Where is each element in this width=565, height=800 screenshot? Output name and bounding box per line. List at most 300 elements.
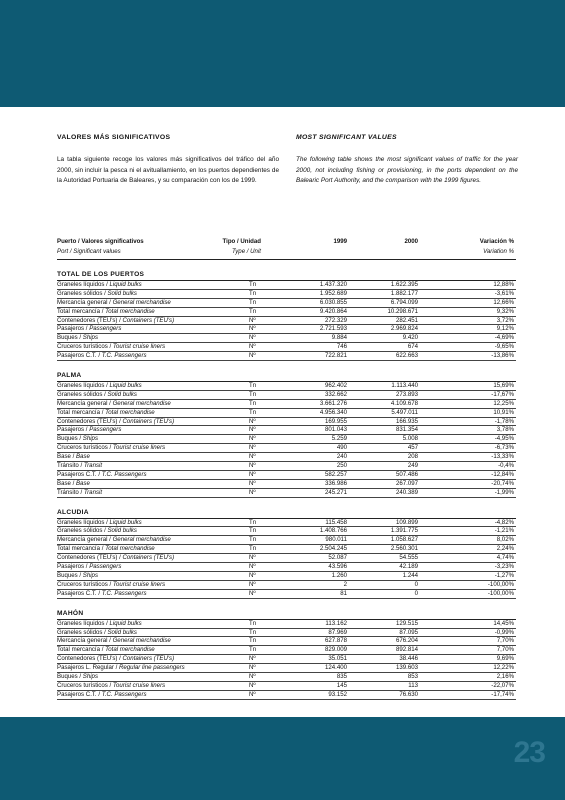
row-value-2000: 2.969.824 (390, 325, 418, 333)
row-value-2000: 113 (408, 681, 418, 689)
row-label (57, 646, 155, 654)
table-row (57, 444, 516, 453)
row-label-english: Solid bulks (107, 289, 137, 297)
row-value-2000: 240.389 (395, 488, 418, 496)
row-label (57, 655, 174, 663)
row-label (57, 620, 142, 628)
table-row (57, 325, 516, 334)
row-label-english: Containers (TEU's) (122, 417, 175, 425)
section-title: PALMA (57, 372, 516, 382)
row-value-1999: 835 (336, 672, 347, 680)
row-variation: -17,67% (491, 390, 514, 398)
row-label-english: Transit (83, 488, 103, 496)
row-unit: Nº (249, 589, 256, 597)
row-unit: Nº (249, 316, 256, 324)
table-row (57, 299, 516, 308)
table-row (57, 435, 516, 444)
row-value-1999: 6.030.855 (319, 298, 347, 306)
table-row (57, 471, 516, 480)
header-port-en: Port / Significant values (57, 248, 121, 255)
intro-english-body: The following table shows the most significant values of traffic for the year 2000, not including fishing or provisioning, in the ports dependent on the Balearic Port Authority, and the comparison with the 1999 figures. (296, 156, 518, 185)
table-row (57, 655, 516, 664)
row-label-spanish: Graneles sólidos / (57, 289, 108, 297)
row-label (57, 545, 155, 553)
row-label-english: Solid bulks (107, 390, 137, 398)
row-unit: Tn (249, 637, 257, 645)
row-label-spanish: Pasajeros C.T. / (57, 470, 102, 478)
row-value-2000: 267.097 (395, 479, 418, 487)
header-variation-en: Variation % (483, 248, 514, 255)
row-label-spanish: Cruceros turísticos / (57, 580, 113, 588)
significant-values-table (57, 238, 516, 700)
row-value-2000: 9.420 (402, 334, 418, 342)
table-row (57, 691, 516, 700)
row-variation: 2,16% (496, 672, 514, 680)
row-value-1999: 9.420.864 (319, 307, 347, 315)
row-label (57, 462, 102, 470)
row-label-english: Solid bulks (107, 527, 137, 535)
table-row (57, 620, 516, 629)
row-unit: Nº (249, 444, 256, 452)
row-label-spanish: Graneles sólidos / (57, 390, 108, 398)
row-value-2000: 1.058.627 (390, 536, 418, 544)
table-header-spanish (57, 238, 516, 248)
row-unit: Nº (249, 479, 256, 487)
row-value-2000: 38.446 (399, 655, 418, 663)
row-variation: -13,86% (491, 352, 514, 360)
row-label (57, 453, 90, 461)
row-value-2000: 54.555 (399, 554, 418, 562)
row-label (57, 629, 137, 637)
row-label (57, 334, 98, 342)
table-row (57, 290, 516, 299)
row-value-2000: 129.515 (395, 619, 418, 627)
row-label-english: Transit (83, 462, 103, 470)
row-label-english: Liquid bulks (109, 382, 142, 390)
row-label-english: Solid bulks (107, 628, 137, 636)
row-variation: 12,66% (493, 298, 514, 306)
table-row (57, 682, 516, 691)
header-variation: Variación % (479, 238, 514, 245)
row-label-spanish: Mercancía general / (57, 298, 113, 306)
header-2000: 2000 (404, 238, 418, 245)
row-value-2000: 0 (414, 589, 418, 597)
row-variation: 7,70% (496, 646, 514, 654)
row-label (57, 590, 147, 598)
row-label (57, 299, 171, 307)
row-value-2000: 166.935 (395, 417, 418, 425)
table-row (57, 489, 516, 498)
row-value-2000: 208 (407, 453, 418, 461)
row-unit: Nº (249, 580, 256, 588)
row-label-spanish: Graneles líquidos / (57, 281, 110, 288)
row-value-1999: 962.402 (324, 382, 347, 390)
row-value-2000: 109.899 (395, 518, 418, 526)
row-label-spanish: Pasajeros C.T. / (57, 589, 102, 597)
row-variation: -17,74% (491, 690, 514, 698)
row-label-english: Total merchandise (105, 545, 155, 553)
row-unit: Tn (249, 382, 257, 390)
table-row (57, 673, 516, 682)
row-variation: -12,84% (491, 470, 514, 478)
row-value-2000: 1.882.177 (390, 289, 418, 297)
table-row (57, 581, 516, 590)
row-variation: -0,99% (494, 628, 514, 636)
row-value-1999: 2.504.245 (319, 545, 347, 553)
table-row (57, 527, 516, 536)
row-unit: Tn (249, 390, 257, 398)
table-row (57, 317, 516, 326)
row-label (57, 343, 165, 351)
table-row (57, 382, 516, 391)
row-value-1999: 115.458 (325, 518, 347, 526)
row-value-1999: 3.661.276 (319, 399, 347, 407)
row-label (57, 480, 90, 488)
row-label-spanish: Pasajeros / (57, 426, 90, 434)
table-row (57, 308, 516, 317)
row-label (57, 308, 155, 316)
row-label-english: Base (75, 453, 90, 461)
table-row (57, 400, 516, 409)
row-label-english: Liquid bulks (109, 619, 142, 627)
section-title: ALCUDIA (57, 509, 516, 519)
row-label-spanish: Total mercancía / (57, 307, 106, 315)
header-band (0, 0, 565, 107)
row-label (57, 673, 98, 681)
row-unit: Tn (249, 518, 257, 526)
row-value-2000: 1.391.775 (390, 527, 418, 535)
row-label-spanish: Base / (57, 453, 76, 461)
row-value-1999: 87.969 (328, 628, 347, 636)
row-value-2000: 1.244 (402, 571, 418, 579)
row-value-2000: 87.095 (399, 628, 418, 636)
row-label-spanish: Buques / (57, 672, 83, 680)
row-variation: -1,99% (494, 488, 514, 496)
row-unit: Nº (249, 352, 256, 360)
row-unit: Nº (249, 672, 256, 680)
row-value-2000: 0 (414, 580, 418, 588)
row-value-2000: 4.109.678 (390, 399, 418, 407)
row-unit: Tn (249, 619, 257, 627)
row-label-english: Regular line passengers (119, 664, 185, 672)
row-label-english: General merchandise (112, 298, 171, 306)
row-label-english: T.C. Passengers (101, 352, 147, 360)
table-row (57, 343, 516, 352)
row-label (57, 426, 121, 434)
row-label (57, 409, 155, 417)
table-row (57, 629, 516, 638)
row-label (57, 435, 98, 443)
row-value-1999: 627.878 (324, 637, 347, 645)
row-unit: Nº (249, 571, 256, 579)
row-value-1999: 81 (340, 589, 347, 597)
row-unit: Nº (249, 690, 256, 698)
row-value-1999: 124.400 (324, 664, 347, 672)
header-type: Tipo / Unidad (222, 238, 261, 245)
row-label-english: Ships (82, 571, 98, 579)
table-row (57, 352, 516, 361)
row-unit: Tn (249, 298, 257, 306)
row-variation: 2,24% (496, 545, 514, 553)
row-label (57, 317, 174, 325)
row-label-english: Containers (TEU's) (122, 554, 175, 562)
table-row (57, 646, 516, 655)
row-unit: Nº (249, 426, 256, 434)
row-unit: Tn (249, 527, 257, 535)
row-value-1999: 1.437.320 (319, 281, 347, 288)
row-label-english: General merchandise (112, 637, 171, 645)
row-label-english: Tourist cruise liners (112, 343, 166, 351)
row-value-1999: 145 (336, 681, 347, 689)
row-value-1999: 245.271 (324, 488, 347, 496)
row-variation: -6,73% (494, 444, 514, 452)
row-value-1999: 250 (336, 462, 347, 470)
row-label (57, 489, 102, 497)
row-variation: -0,4% (498, 462, 514, 470)
row-label-english: Total merchandise (105, 408, 155, 416)
row-variation: -9,65% (494, 343, 514, 351)
row-label-english: Base (75, 479, 90, 487)
row-value-1999: 336.986 (324, 479, 347, 487)
row-label-spanish: Graneles líquidos / (57, 619, 110, 627)
page-number: 23 (513, 736, 545, 769)
row-variation: 9,12% (496, 325, 514, 333)
row-unit: Tn (249, 281, 257, 288)
row-variation: -4,82% (494, 518, 514, 526)
table-row (57, 334, 516, 343)
row-unit: Nº (249, 325, 256, 333)
row-unit: Tn (249, 408, 257, 416)
row-label (57, 325, 121, 333)
row-label (57, 554, 174, 562)
row-label-spanish: Pasajeros C.T. / (57, 352, 102, 360)
row-value-1999: 801.043 (324, 426, 347, 434)
intro-english (296, 133, 518, 187)
row-unit: Nº (249, 681, 256, 689)
row-unit: Tn (249, 399, 257, 407)
row-variation: -4,95% (494, 435, 514, 443)
row-label (57, 444, 165, 452)
row-label (57, 391, 137, 399)
row-label-spanish: Buques / (57, 435, 83, 443)
table-row (57, 409, 516, 418)
row-label-spanish: Pasajeros L. Regular / (57, 664, 119, 672)
row-label-spanish: Contenedores (TEU's) / (57, 655, 123, 663)
row-value-2000: 76.630 (399, 690, 418, 698)
row-variation: -13,33% (491, 453, 514, 461)
intro-spanish-body: La tabla siguiente recoge los valores más significativos del tráfico del año 2000, sin incluir la pesca ni el avituallamiento, en los puertos dependientes de la Autoridad Portuaria de Baleares, y su comparación con los de 1999. (57, 156, 279, 185)
row-unit: Tn (249, 307, 257, 315)
row-value-1999: 169.955 (324, 417, 347, 425)
row-label (57, 400, 171, 408)
row-value-1999: 722.821 (324, 352, 347, 360)
row-label (57, 527, 137, 535)
row-label-spanish: Contenedores (TEU's) / (57, 316, 123, 324)
row-label-spanish: Graneles sólidos / (57, 628, 108, 636)
row-variation: 4,74% (496, 554, 514, 562)
table-row (57, 536, 516, 545)
row-label-spanish: Cruceros turísticos / (57, 681, 113, 689)
section-title: TOTAL DE LOS PUERTOS (57, 271, 516, 281)
row-label-english: Total merchandise (105, 307, 155, 315)
row-variation: 15,69% (493, 382, 514, 390)
row-unit: Nº (249, 343, 256, 351)
row-value-2000: 1.113.440 (391, 382, 418, 390)
row-value-1999: 332.662 (324, 390, 347, 398)
row-value-2000: 831.354 (395, 426, 418, 434)
row-value-2000: 622.663 (395, 352, 418, 360)
row-unit: Tn (249, 628, 257, 636)
row-value-1999: 490 (336, 444, 347, 452)
table-section (57, 372, 516, 498)
section-title: MAHÓN (57, 610, 516, 620)
row-unit: Tn (249, 646, 257, 654)
row-label-spanish: Cruceros turísticos / (57, 343, 113, 351)
row-value-2000: 42.189 (399, 563, 418, 571)
row-value-2000: 2.560.301 (390, 545, 418, 553)
row-label-english: T.C. Passengers (101, 589, 147, 597)
table-row (57, 637, 516, 646)
row-variation: -3,23% (494, 563, 514, 571)
row-value-1999: 582.257 (324, 470, 347, 478)
row-label-english: General merchandise (112, 399, 171, 407)
row-value-1999: 5.259 (331, 435, 347, 443)
table-header-english (57, 248, 516, 260)
row-value-1999: 52.087 (328, 554, 347, 562)
row-label (57, 418, 174, 426)
row-value-1999: 980.011 (325, 536, 347, 544)
row-unit: Nº (249, 554, 256, 562)
row-value-2000: 853 (407, 672, 418, 680)
row-label-english: Passengers (89, 325, 122, 333)
row-value-1999: 1.260 (331, 571, 347, 579)
row-label (57, 352, 147, 360)
row-label-english: Tourist cruise liners (112, 444, 166, 452)
row-label-english: T.C. Passengers (101, 470, 147, 478)
row-variation: 3,78% (496, 426, 514, 434)
row-variation: -100,00% (487, 589, 514, 597)
row-label-spanish: Pasajeros / (57, 325, 90, 333)
row-label-spanish: Total mercancía / (57, 646, 106, 654)
row-value-2000: 6.794.099 (390, 298, 418, 306)
row-label-spanish: Mercancía general / (57, 637, 113, 645)
row-label-english: Ships (82, 435, 98, 443)
row-variation: 12,88% (493, 281, 514, 288)
row-variation: 9,32% (496, 307, 514, 315)
table-row (57, 572, 516, 581)
row-label (57, 691, 147, 699)
row-label-english: Total merchandise (105, 646, 155, 654)
row-label-english: Passengers (89, 426, 122, 434)
row-value-1999: 2.721.593 (319, 325, 347, 333)
row-unit: Nº (249, 664, 256, 672)
table-section (57, 509, 516, 599)
table-row (57, 554, 516, 563)
row-value-1999: 4.956.340 (319, 408, 347, 416)
row-label (57, 536, 171, 544)
row-value-2000: 892.814 (395, 646, 418, 654)
row-label-english: Ships (82, 672, 98, 680)
row-label-english: Containers (TEU's) (122, 316, 175, 324)
table-row (57, 391, 516, 400)
row-variation: -4,69% (494, 334, 514, 342)
row-unit: Nº (249, 462, 256, 470)
row-value-2000: 1.622.395 (390, 281, 418, 288)
row-variation: -20,74% (491, 479, 514, 487)
table-sections (57, 271, 516, 700)
row-unit: Tn (249, 545, 257, 553)
row-label-english: T.C. Passengers (101, 690, 147, 698)
row-label-english: General merchandise (112, 536, 171, 544)
row-value-2000: 282.451 (395, 316, 418, 324)
header-type-en: Type / Unit (231, 248, 261, 255)
table-row (57, 590, 516, 599)
row-value-2000: 507.486 (395, 470, 418, 478)
row-variation: 9,69% (496, 655, 514, 663)
row-variation: -22,07% (491, 681, 514, 689)
row-label-spanish: Total mercancía / (57, 545, 106, 553)
row-label-spanish: Buques / (57, 334, 83, 342)
row-variation: 14,45% (493, 619, 514, 627)
row-value-1999: 272.329 (324, 316, 347, 324)
row-unit: Tn (249, 289, 257, 297)
row-label (57, 572, 98, 580)
row-variation: 12,22% (493, 664, 514, 672)
row-variation: -1,27% (494, 571, 514, 579)
intro-spanish (57, 133, 279, 187)
row-label-spanish: Pasajeros C.T. / (57, 690, 102, 698)
row-label (57, 382, 142, 390)
row-label-spanish: Pasajeros / (57, 563, 90, 571)
table-section (57, 610, 516, 700)
row-label-spanish: Graneles líquidos / (57, 518, 110, 526)
row-label-spanish: Mercancía general / (57, 399, 113, 407)
row-label-english: Containers (TEU's) (122, 655, 175, 663)
row-label-spanish: Tránsito / (57, 488, 84, 496)
row-label-english: Ships (82, 334, 98, 342)
row-unit: Nº (249, 435, 256, 443)
row-unit: Nº (249, 488, 256, 496)
row-label (57, 563, 121, 571)
row-label-spanish: Contenedores (TEU's) / (57, 554, 123, 562)
row-value-2000: 139.603 (395, 664, 418, 672)
row-value-1999: 240 (336, 453, 347, 461)
row-value-1999: 113.162 (325, 619, 347, 627)
row-value-2000: 249 (407, 462, 418, 470)
table-row (57, 426, 516, 435)
row-label-spanish: Mercancía general / (57, 536, 113, 544)
row-variation: 7,70% (496, 637, 514, 645)
row-value-1999: 43.596 (328, 563, 347, 571)
row-variation: -1,78% (494, 417, 514, 425)
row-value-1999: 9.884 (331, 334, 347, 342)
row-value-2000: 457 (407, 444, 418, 452)
row-value-2000: 5.008 (402, 435, 418, 443)
row-label-spanish: Total mercancía / (57, 408, 106, 416)
footer-band (0, 717, 565, 800)
row-label-english: Tourist cruise liners (112, 681, 166, 689)
row-label-spanish: Cruceros turísticos / (57, 444, 113, 452)
row-value-1999: 35.051 (328, 655, 347, 663)
row-label (57, 290, 137, 298)
row-label-spanish: Tránsito / (57, 462, 84, 470)
row-label (57, 682, 165, 690)
row-variation: 8,02% (496, 536, 514, 544)
row-label-english: Passengers (89, 563, 122, 571)
row-label (57, 637, 171, 645)
table-row (57, 664, 516, 673)
row-label-english: Liquid bulks (109, 518, 142, 526)
